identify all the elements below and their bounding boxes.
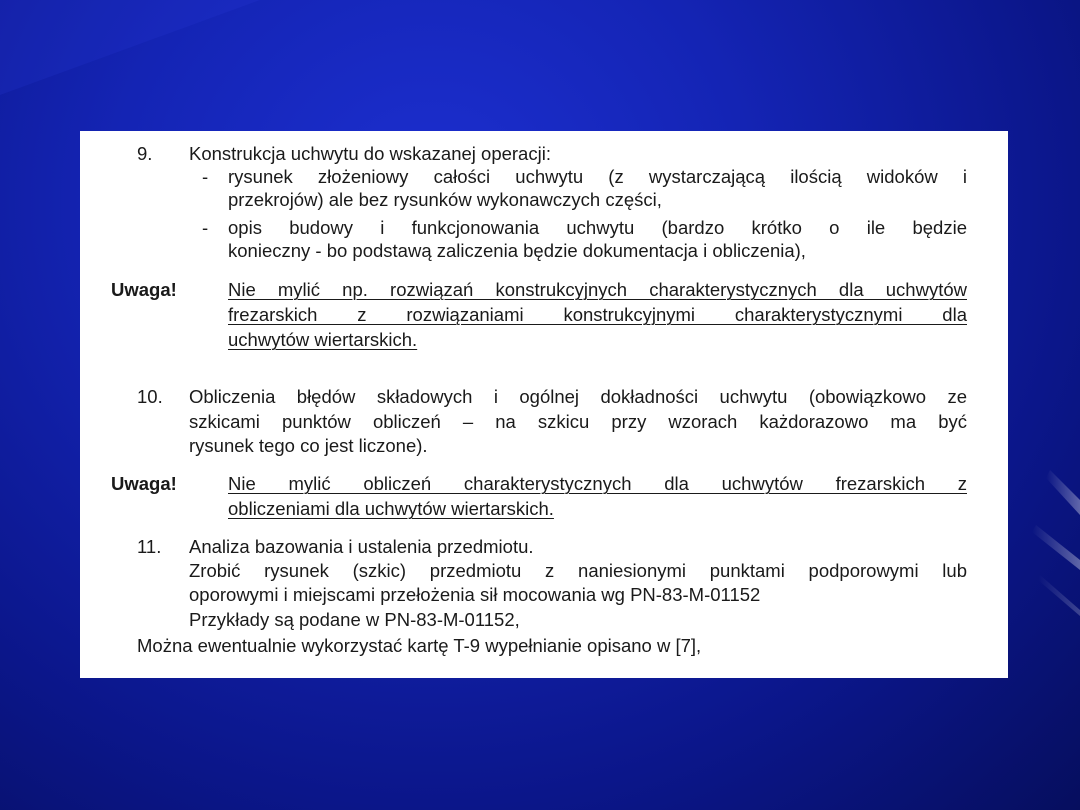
- section-number: 9.: [137, 143, 153, 164]
- section-line: Obliczenia błędów składowych i ogólnej dokładności uchwytu (obowiązkowo ze: [189, 386, 967, 407]
- section-line: Przykłady są podane w PN-83-M-01152,: [189, 609, 520, 630]
- section-number: 11.: [137, 536, 162, 557]
- warning-line: obliczeniami dla uchwytów wiertarskich.: [228, 498, 554, 519]
- warning-label: Uwaga!: [111, 473, 177, 494]
- warning-line: Nie mylić np. rozwiązań konstrukcyjnych charakterystycznych dla uchwytów: [228, 279, 967, 300]
- warning-line: Nie mylić obliczeń charakterystycznych dla uchwytów frezarskich z: [228, 473, 967, 494]
- section-line: oporowymi i miejscami przełożenia sił mocowania wg PN-83-M-01152: [189, 584, 761, 605]
- section-line: Zrobić rysunek (szkic) przedmiotu z naniesionymi punktami podporowymi lub: [189, 560, 967, 581]
- section-title: Konstrukcja uchwytu do wskazanej operacji:: [189, 143, 551, 164]
- section-line: rysunek tego co jest liczone).: [189, 435, 428, 456]
- section-title: Analiza bazowania i ustalenia przedmiotu.: [189, 536, 534, 557]
- bullet-dash: -: [202, 166, 209, 187]
- document-page: [80, 131, 1008, 678]
- bullet-dash: -: [202, 217, 209, 238]
- section-number: 10.: [137, 386, 163, 407]
- bullet-line: przekrojów) ale bez rysunków wykonawczych części,: [228, 189, 662, 210]
- bullet-line: rysunek złożeniowy całości uchwytu (z wystarczającą ilością widoków i: [228, 166, 967, 187]
- bullet-line: konieczny - bo podstawą zaliczenia będzie dokumentacja i obliczenia),: [228, 240, 806, 261]
- warning-line: uchwytów wiertarskich.: [228, 329, 418, 350]
- warning-label: Uwaga!: [111, 279, 177, 300]
- warning-line: frezarskich z rozwiązaniami konstrukcyjnymi charakterystycznymi dla: [228, 304, 967, 325]
- footer-note: Można ewentualnie wykorzystać kartę T-9 wypełnianie opisano w [7],: [137, 635, 702, 656]
- section-line: szkicami punktów obliczeń – na szkicu przy wzorach każdorazowo ma być: [189, 411, 967, 432]
- bullet-line: opis budowy i funkcjonowania uchwytu (bardzo krótko o ile będzie: [228, 217, 967, 238]
